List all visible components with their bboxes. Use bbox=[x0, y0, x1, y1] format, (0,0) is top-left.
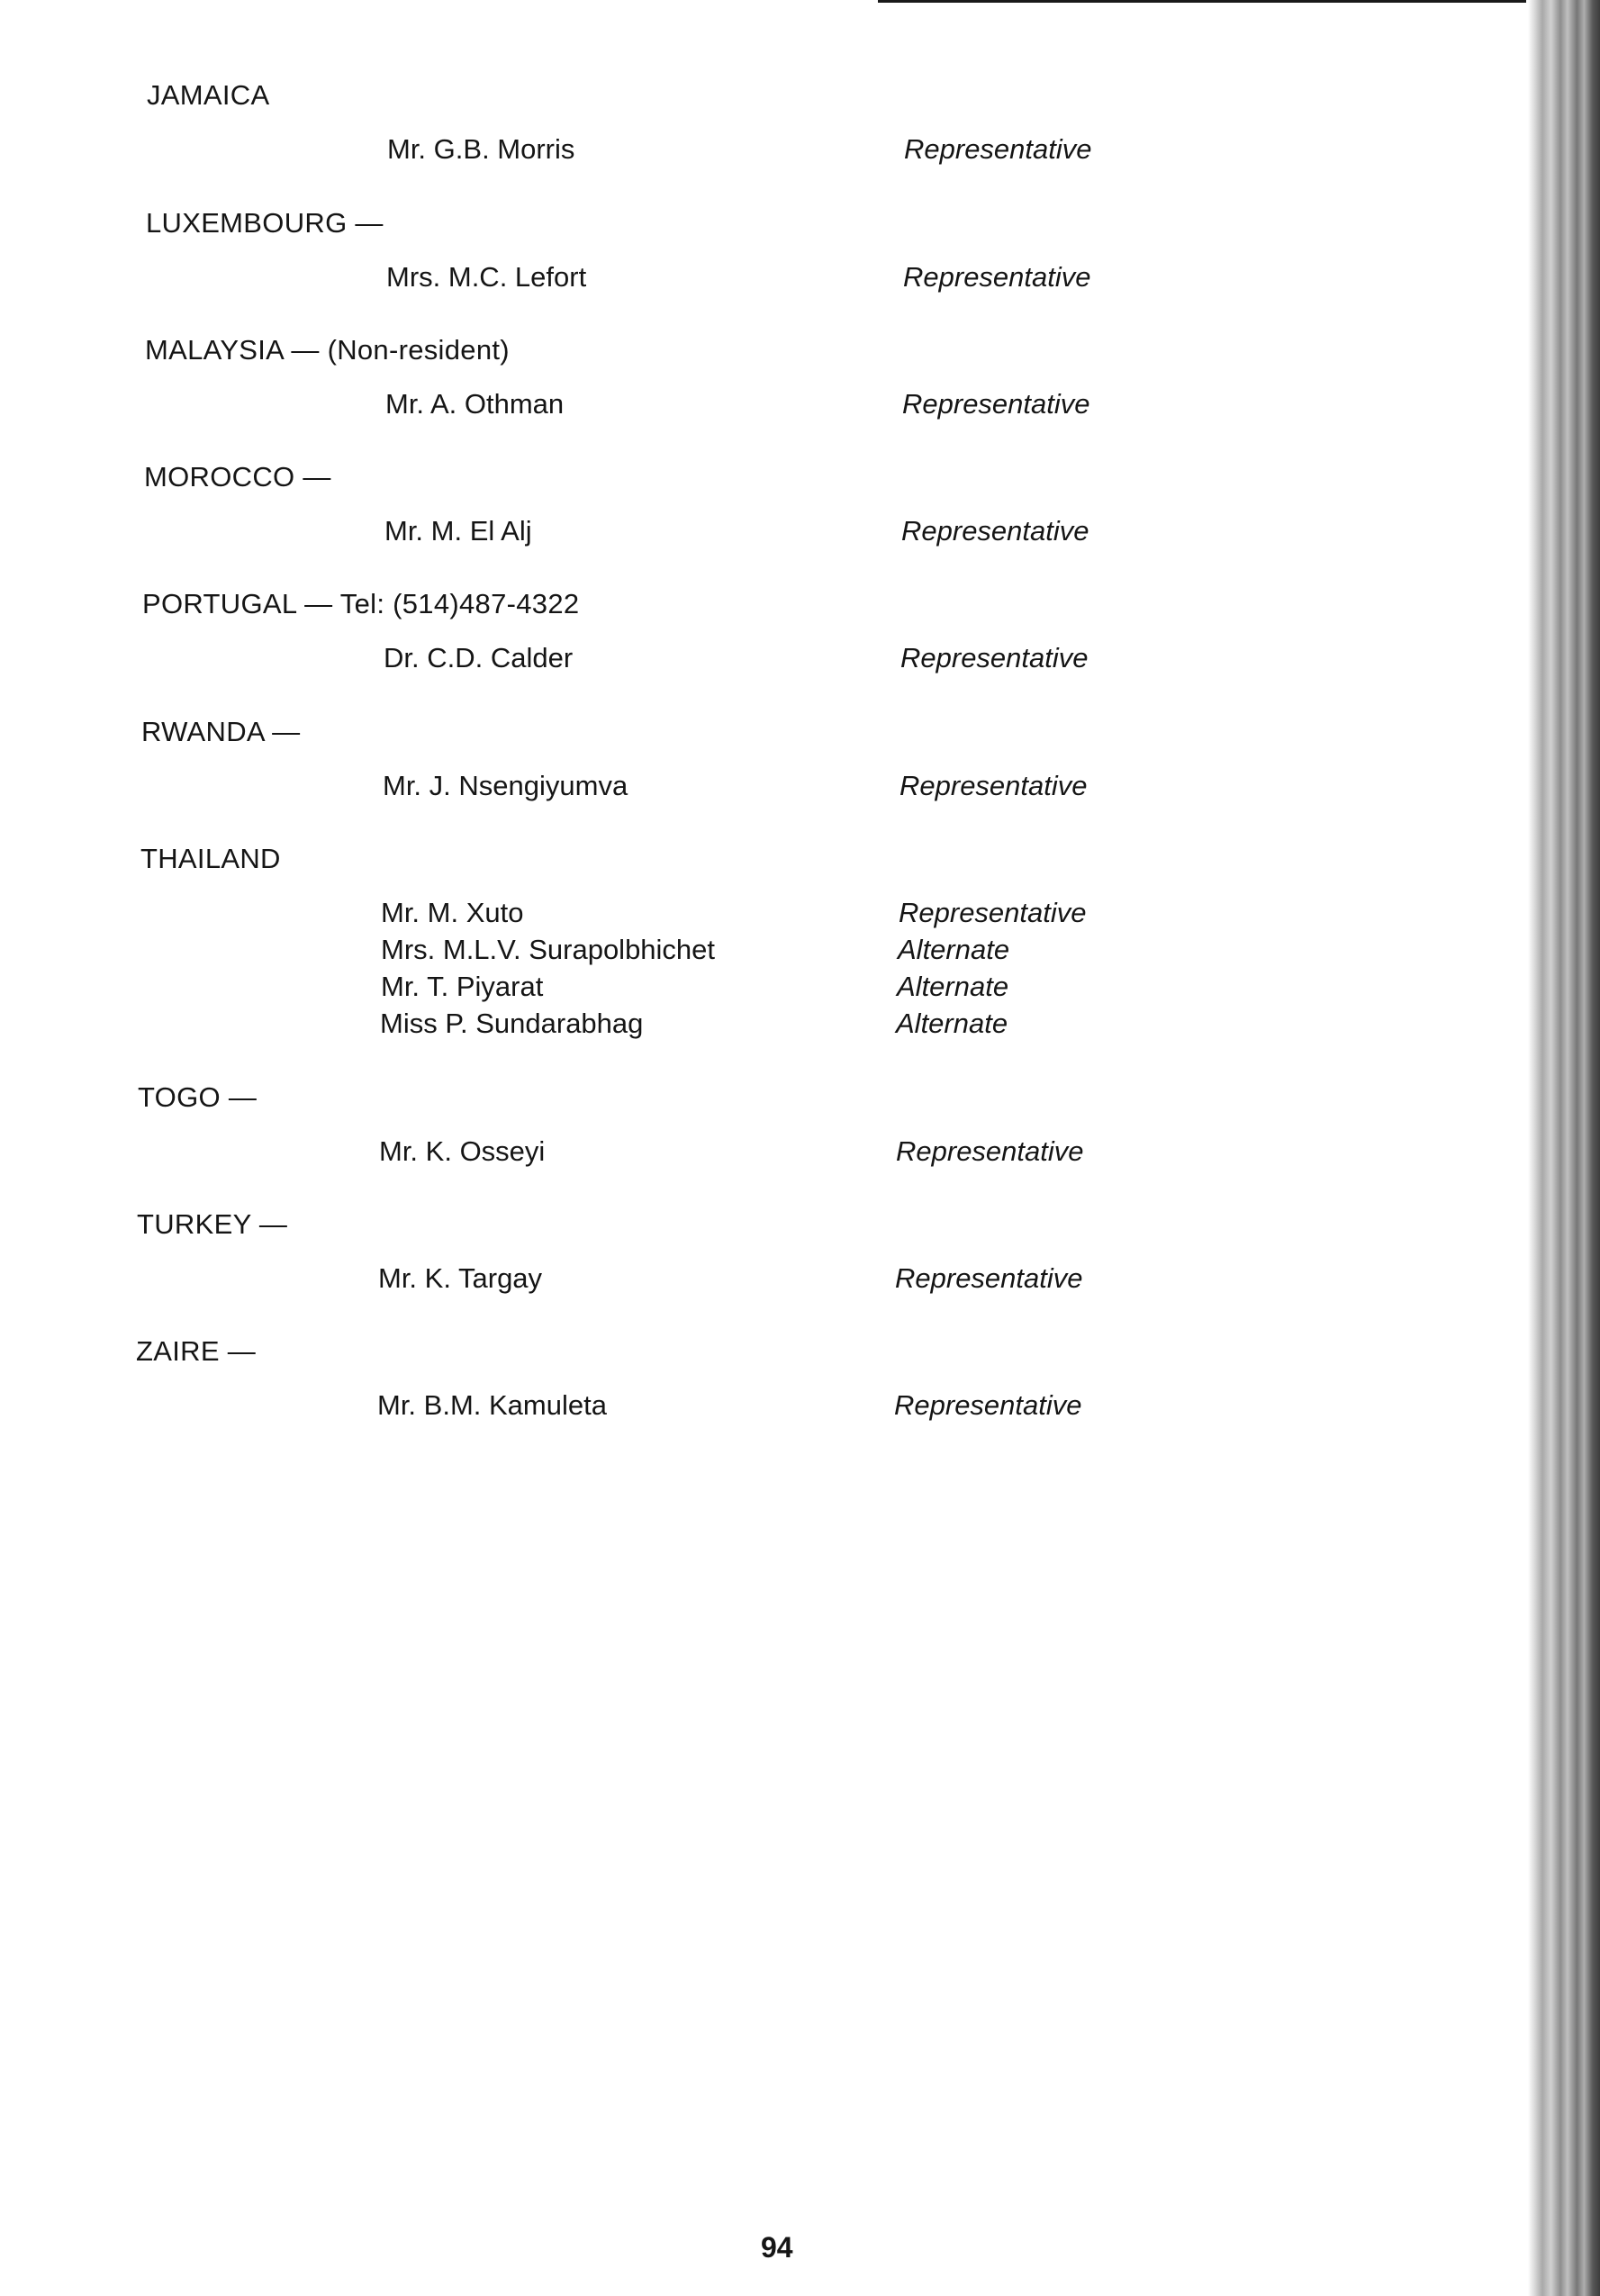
member-name: Mr. T. Piyarat bbox=[381, 971, 544, 1002]
member-row bbox=[0, 1262, 1522, 1300]
member-row bbox=[0, 934, 1522, 972]
member-row bbox=[0, 1135, 1522, 1173]
member-role: Representative bbox=[900, 642, 1089, 673]
member-row bbox=[0, 971, 1522, 1008]
member-name: Mr. B.M. Kamuleta bbox=[377, 1389, 607, 1421]
country-heading: RWANDA — bbox=[141, 716, 301, 747]
member-name: Mr. G.B. Morris bbox=[387, 133, 575, 165]
member-name: Mr. M. El Alj bbox=[384, 515, 532, 547]
member-role: Representative bbox=[899, 770, 1088, 801]
country-heading: JAMAICA bbox=[147, 79, 270, 111]
member-role: Representative bbox=[901, 515, 1089, 547]
member-row bbox=[0, 388, 1522, 426]
member-row bbox=[0, 897, 1522, 935]
country-heading: TOGO — bbox=[138, 1081, 258, 1113]
country-heading: PORTUGAL — Tel: (514)487-4322 bbox=[142, 588, 580, 619]
member-row bbox=[0, 770, 1522, 808]
member-role: Representative bbox=[896, 1135, 1084, 1167]
member-name: Mr. A. Othman bbox=[385, 388, 565, 420]
member-name: Mr. J. Nsengiyumva bbox=[383, 770, 628, 801]
member-row bbox=[0, 642, 1522, 680]
binding-edge bbox=[1528, 0, 1600, 2296]
country-heading: THAILAND bbox=[140, 843, 281, 874]
member-name: Mr. K. Targay bbox=[378, 1262, 543, 1294]
top-rule bbox=[878, 0, 1526, 3]
member-role: Representative bbox=[894, 1389, 1082, 1421]
country-heading: ZAIRE — bbox=[136, 1335, 257, 1367]
member-role: Representative bbox=[903, 261, 1091, 293]
member-row bbox=[0, 1389, 1522, 1427]
country-heading: MALAYSIA — (Non-resident) bbox=[145, 334, 510, 366]
member-name: Mrs. M.L.V. Surapolbhichet bbox=[381, 934, 716, 965]
member-role: Representative bbox=[902, 388, 1090, 420]
country-heading: MOROCCO — bbox=[144, 461, 331, 493]
member-role: Alternate bbox=[898, 934, 1010, 965]
member-role: Representative bbox=[904, 133, 1092, 165]
member-role: Representative bbox=[895, 1262, 1083, 1294]
member-name: Mrs. M.C. Lefort bbox=[386, 261, 587, 293]
page-number: 94 bbox=[761, 2231, 793, 2264]
member-role: Alternate bbox=[896, 1008, 1008, 1039]
member-role: Representative bbox=[899, 897, 1087, 928]
country-heading: LUXEMBOURG — bbox=[146, 207, 384, 239]
member-name: Mr. K. Osseyi bbox=[379, 1135, 546, 1167]
member-row bbox=[0, 1008, 1522, 1045]
member-name: Mr. M. Xuto bbox=[381, 897, 524, 928]
member-role: Alternate bbox=[897, 971, 1009, 1002]
country-heading: TURKEY — bbox=[137, 1208, 288, 1240]
member-row bbox=[0, 261, 1522, 299]
member-row bbox=[0, 133, 1522, 171]
member-row bbox=[0, 515, 1522, 553]
member-name: Dr. C.D. Calder bbox=[384, 642, 574, 673]
member-name: Miss P. Sundarabhag bbox=[380, 1008, 644, 1039]
